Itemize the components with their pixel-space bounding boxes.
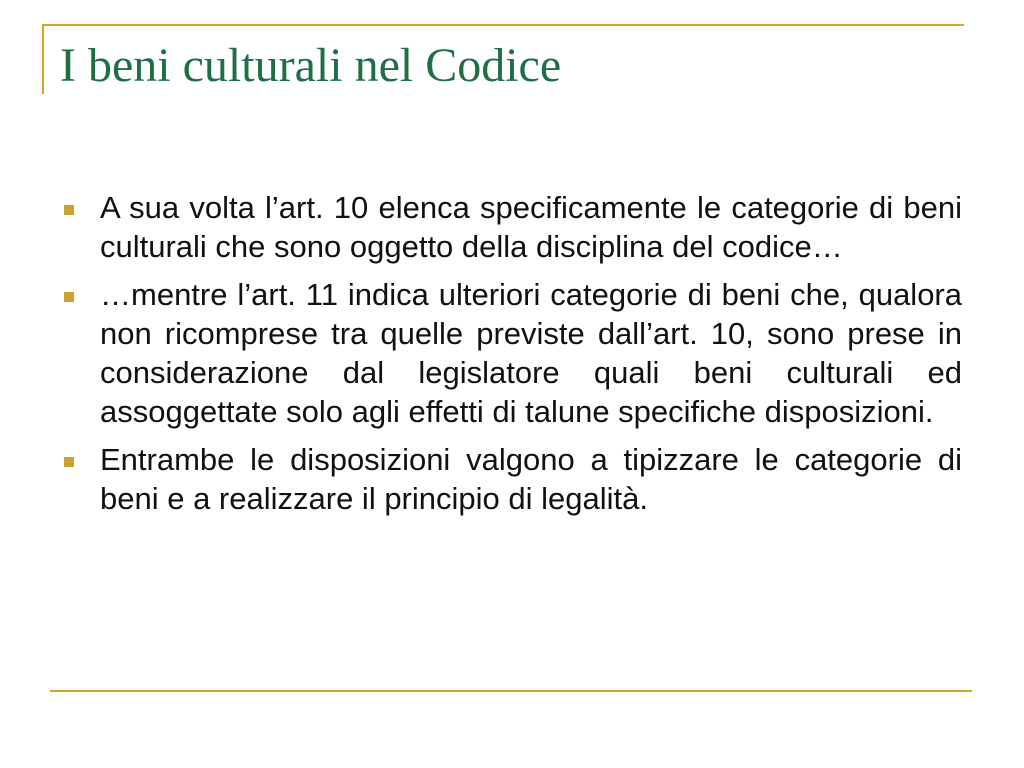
bullet-item xyxy=(62,440,962,518)
bullet-text: A sua volta l’art. 10 elenca specificamente le categorie di beni culturali che sono oggetto della disciplina del codice… xyxy=(100,190,962,264)
left-rule-line xyxy=(42,24,44,94)
bullet-text: Entrambe le disposizioni valgono a tipizzare le categorie di beni e a realizzare il principio di legalità. xyxy=(100,442,962,516)
square-bullet-icon xyxy=(64,205,74,215)
top-rule-line xyxy=(42,24,964,26)
square-bullet-icon xyxy=(64,292,74,302)
bottom-rule-line xyxy=(50,690,972,692)
slide-title: I beni culturali nel Codice xyxy=(60,39,562,92)
bullet-text: …mentre l’art. 11 indica ulteriori categorie di beni che, qualora non ricomprese tra quelle previste dall’art. 10, sono prese in considerazione dal legislatore quali beni culturali ed assoggettate solo agli effetti di talune specifiche disposizioni. xyxy=(100,277,962,429)
bullet-list xyxy=(62,188,962,527)
square-bullet-icon xyxy=(64,457,74,467)
bullet-item xyxy=(62,275,962,431)
bullet-item xyxy=(62,188,962,266)
